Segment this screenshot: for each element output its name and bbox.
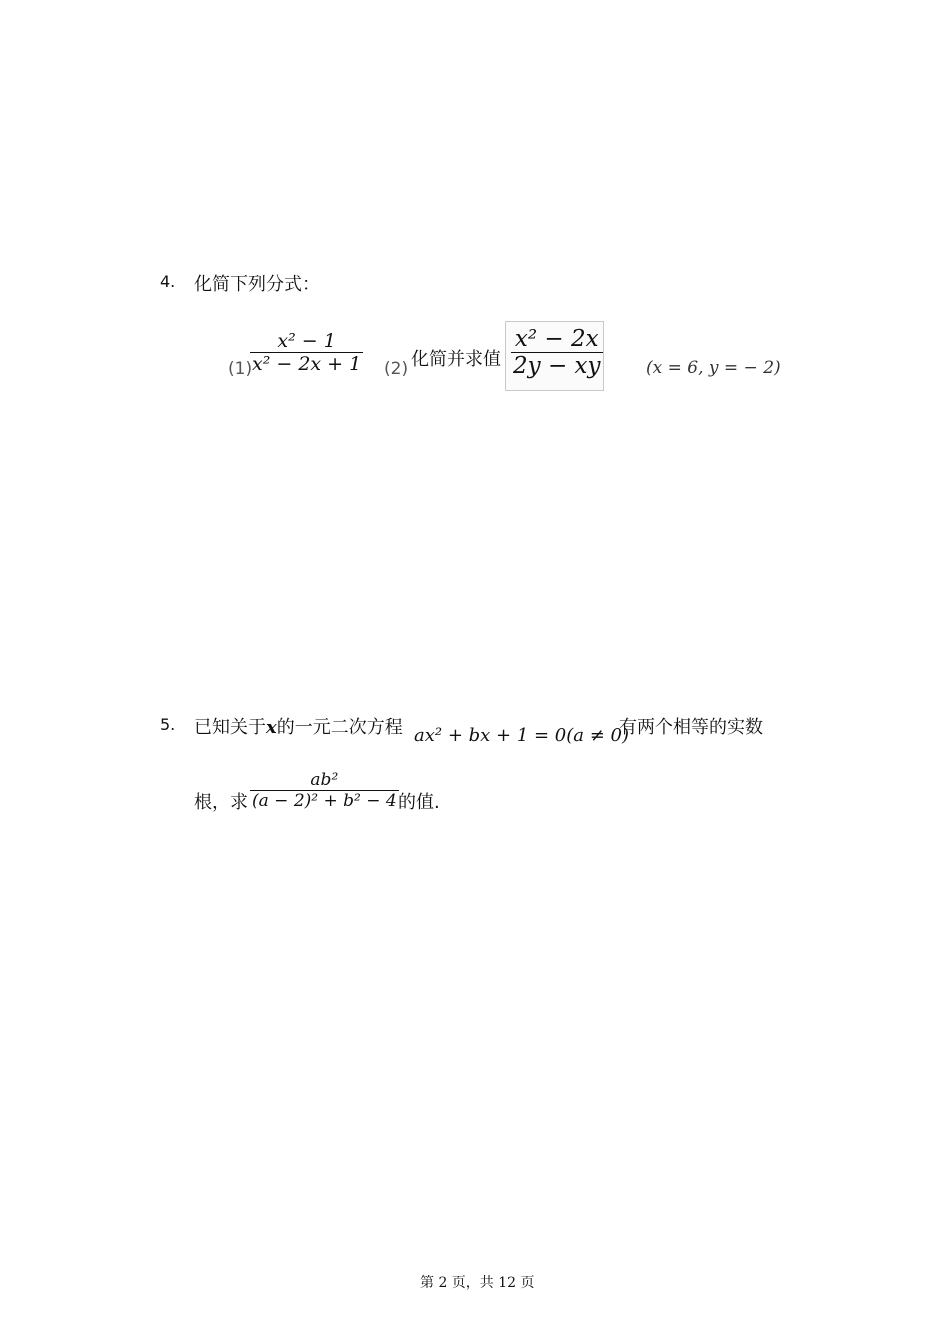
q4-part2-label: (2) (384, 359, 409, 379)
q4-part1-label: (1) (228, 359, 253, 379)
q5-line1 (194, 713, 403, 739)
q4-part1-numerator: x² − 1 (277, 330, 336, 352)
q4-part2-denominator: 2y − xy (513, 353, 601, 379)
q5-equation: ax² + bx + 1 = 0(a ≠ 0) (414, 725, 630, 746)
q4-number: 4. (160, 272, 176, 291)
q4-part2-fraction (511, 326, 603, 379)
q5-line2-b: 的值. (398, 792, 440, 813)
q4-part1-denominator: x² − 2x + 1 (252, 353, 362, 375)
page-footer: 第 2 页，共 12 页 (420, 1275, 535, 1291)
q4-part2-numerator: x² − 2x (514, 326, 599, 352)
q5-line1-b: 的一元二次方程 (276, 717, 403, 738)
q5-denominator: (a − 2)² + b² − 4 (252, 791, 397, 811)
q5-numerator: ab² (310, 770, 339, 790)
q4-part2-text: 化简并求值 (411, 349, 501, 370)
q5-fraction (250, 770, 399, 811)
q5-line1-a: 已知关于 (194, 717, 266, 738)
q4-part2-condition: (x = 6, y = − 2) (646, 358, 781, 378)
q5-variable-x: x (266, 717, 277, 738)
q5-line1-c: 有两个相等的实数 (619, 717, 763, 738)
q5-number: 5. (160, 715, 176, 734)
q4-prompt: 化简下列分式： (194, 274, 320, 295)
q5-line2-a: 根，求 (194, 792, 248, 813)
q4-part1-fraction (250, 330, 363, 375)
